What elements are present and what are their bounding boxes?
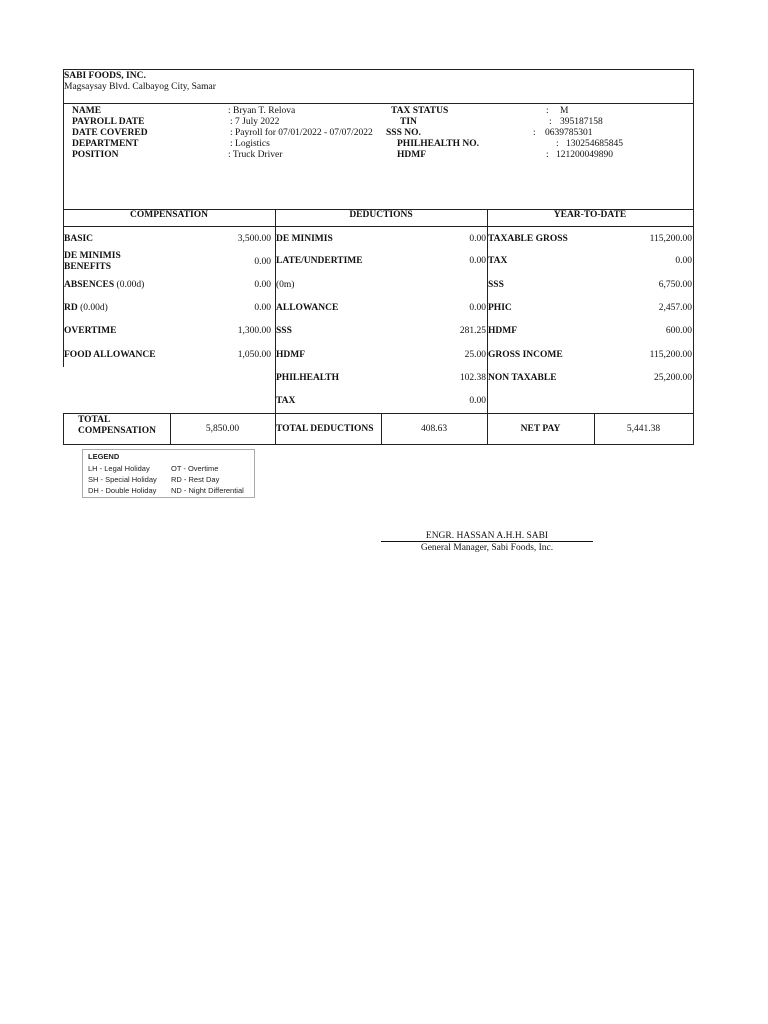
- overtime-value: 1,300.00: [237, 326, 271, 336]
- hdmf-no-label: HDMF: [397, 150, 427, 160]
- ded-sss-value: 281.25: [459, 326, 486, 336]
- tax-status-value: M: [560, 106, 569, 116]
- department-label: DEPARTMENT: [72, 139, 139, 149]
- ytd-tax-label: TAX: [488, 256, 508, 266]
- signature-line: [381, 541, 593, 542]
- date-covered-label: DATE COVERED: [72, 128, 148, 138]
- legend-title: LEGEND: [88, 452, 120, 461]
- company-name: SABI FOODS, INC.: [64, 71, 146, 81]
- ded-hdmf-value: 25.00: [464, 350, 486, 360]
- taxable-gross-label: TAXABLE GROSS: [488, 234, 568, 244]
- tin-label: TIN: [400, 117, 417, 127]
- allowance-label: ALLOWANCE: [276, 303, 339, 313]
- legend-box: [82, 449, 255, 498]
- department-value: : Logistics: [230, 139, 270, 149]
- legend-nd: ND - Night Differential: [171, 486, 244, 495]
- legend-lh: LH - Legal Holiday: [88, 464, 150, 473]
- date-covered-value: : Payroll for 07/01/2022 - 07/07/2022: [230, 128, 373, 138]
- payroll-date-value: : 7 July 2022: [230, 117, 280, 127]
- late-undertime-value: 0.00: [469, 256, 486, 266]
- name-label: NAME: [72, 106, 102, 116]
- sss-no-colon: :: [533, 128, 536, 138]
- tax-status-colon: :: [546, 106, 549, 116]
- gross-income-value: 115,200.00: [649, 350, 692, 360]
- gross-income-label: GROSS INCOME: [488, 350, 563, 360]
- totals-top-rule: [63, 413, 694, 414]
- table-right-border: [693, 210, 694, 444]
- de-minimis-value: 0.00: [254, 257, 271, 267]
- ytd-phic-label: PHIC: [488, 303, 512, 313]
- taxable-gross-value: 115,200.00: [649, 234, 692, 244]
- absences-note: (0.00d): [116, 280, 145, 290]
- philhealth-no-value: 130254685845: [566, 139, 623, 149]
- total-compensation-value: 5,850.00: [205, 424, 240, 434]
- rd-label: [64, 303, 108, 314]
- tin-colon: :: [549, 117, 552, 127]
- compensation-header: COMPENSATION: [130, 210, 208, 220]
- hdmf-no-value: 121200049890: [556, 150, 613, 160]
- ded-philhealth-value: 102.38: [459, 373, 486, 383]
- deductions-header: DEDUCTIONS: [349, 210, 413, 220]
- ded-philhealth-label: PHILHEALTH: [276, 373, 340, 383]
- ytd-hdmf-value: 600.00: [665, 326, 692, 336]
- totals-left-border: [63, 413, 64, 444]
- ded-sss-label: SSS: [276, 326, 292, 336]
- allowance-value: 0.00: [469, 303, 486, 313]
- total-deductions-value: 408.63: [420, 424, 448, 434]
- hdmf-no-colon: :: [546, 150, 549, 160]
- payroll-date-label: PAYROLL DATE: [72, 117, 145, 127]
- ded-tax-value: 0.00: [469, 396, 486, 406]
- signatory-name: ENGR. HASSAN A.H.H. SABI: [425, 531, 549, 541]
- total-deductions-label: TOTAL DEDUCTIONS: [276, 424, 374, 434]
- section-header-rule: [63, 226, 694, 227]
- legend-ot: OT - Overtime: [171, 464, 219, 473]
- absences-label: [64, 280, 144, 291]
- ded-tax-label: TAX: [276, 396, 296, 406]
- de-minimis-label-2: BENEFITS: [64, 262, 111, 272]
- basic-value: 3,500.00: [237, 234, 271, 244]
- non-taxable-value: 25,200.00: [654, 373, 692, 383]
- rd-value: 0.00: [254, 303, 271, 313]
- late-undertime-label: LATE/UNDERTIME: [276, 256, 363, 266]
- legend-dh: DH - Double Holiday: [88, 486, 157, 495]
- ytd-sss-label: SSS: [488, 280, 504, 290]
- ytd-tax-value: 0.00: [675, 256, 692, 266]
- net-pay-value: 5,441.38: [626, 424, 661, 434]
- ytd-sss-value: 6,750.00: [658, 280, 692, 290]
- philhealth-no-colon: :: [556, 139, 559, 149]
- name-value: : Bryan T. Relova: [228, 106, 296, 116]
- tax-status-label: TAX STATUS: [391, 106, 449, 116]
- company-address: Magsaysay Blvd. Calbayog City, Samar: [64, 82, 216, 92]
- rd-label-text: RD: [64, 303, 78, 313]
- tin-value: 395187158: [560, 117, 603, 127]
- ded-de-minimis-label: DE MINIMIS: [276, 234, 333, 244]
- signatory-title: General Manager, Sabi Foods, Inc.: [420, 543, 554, 553]
- basic-label: BASIC: [64, 234, 94, 244]
- late-undertime-note: (0m): [276, 280, 295, 290]
- absences-value: 0.00: [254, 280, 271, 290]
- rd-note: (0.00d): [80, 303, 108, 313]
- net-pay-label: NET PAY: [520, 424, 561, 434]
- de-minimis-label: DE MINIMIS: [64, 251, 121, 261]
- absences-label-text: ABSENCES: [64, 280, 115, 290]
- ytd-phic-value: 2,457.00: [658, 303, 692, 313]
- ded-hdmf-label: HDMF: [276, 350, 306, 360]
- position-value: : Truck Driver: [228, 150, 283, 160]
- ded-de-minimis-value: 0.00: [469, 234, 486, 244]
- sss-no-value: 0639785301: [545, 128, 593, 138]
- food-allowance-label: FOOD ALLOWANCE: [64, 350, 156, 360]
- position-label: POSITION: [72, 150, 119, 160]
- ytd-hdmf-label: HDMF: [488, 326, 518, 336]
- philhealth-no-label: PHILHEALTH NO.: [397, 139, 480, 149]
- total-compensation-label-2: COMPENSATION: [78, 426, 156, 436]
- overtime-label: OVERTIME: [64, 326, 117, 336]
- ytd-header: YEAR-TO-DATE: [553, 210, 627, 220]
- food-allowance-value: 1,050.00: [237, 350, 271, 360]
- legend-sh: SH - Special Holiday: [88, 475, 157, 484]
- total-compensation-label: TOTAL: [78, 415, 111, 425]
- totals-bottom-rule: [63, 444, 694, 445]
- sss-no-label: SSS NO.: [386, 128, 421, 138]
- legend-rd: RD - Rest Day: [171, 475, 220, 484]
- non-taxable-label: NON TAXABLE: [488, 373, 557, 383]
